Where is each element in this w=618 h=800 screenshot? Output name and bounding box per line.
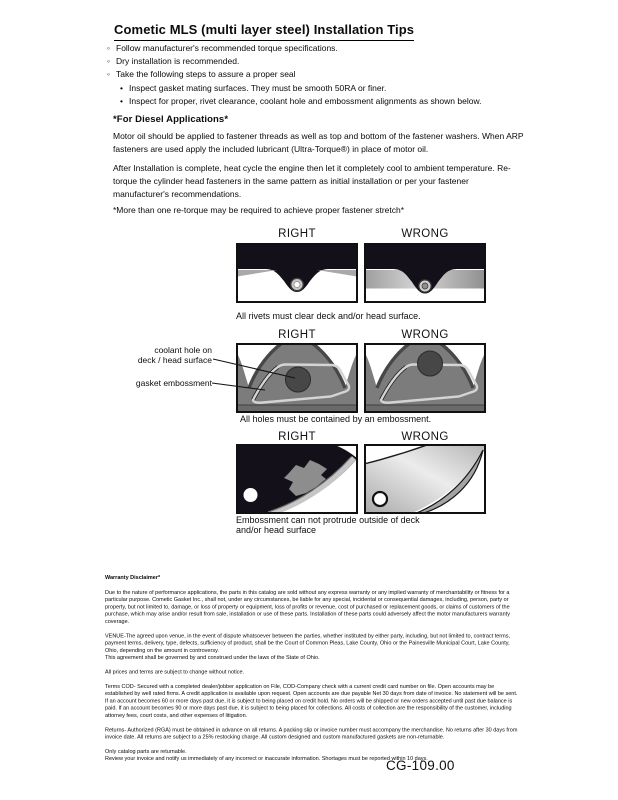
- bullet-text: Follow manufacturer's recommended torque specifications.: [116, 43, 338, 53]
- row1-caption: All rivets must clear deck and/or head surface.: [236, 311, 421, 321]
- row2-wrong-label: WRONG: [401, 329, 449, 341]
- coolant-hole: [418, 351, 443, 376]
- row3-wrong-panel-diagram: [364, 444, 486, 514]
- bullet-marker: •: [120, 82, 123, 93]
- legal-paragraph: Review your invoice and notify us immediately of any incorrect or inaccurate information. Shortages must be reported within 10 days.: [105, 755, 428, 762]
- row1-right-label: RIGHT: [278, 228, 316, 240]
- rivet-center: [294, 282, 300, 288]
- diesel-paragraph-2: After Installation is complete, heat cycle the engine then let it completely cool to ambient temperature. Re-torque the cylinder head fasteners in the same pattern as initial installation or per your fastener manufacturer's recommendations.: [113, 163, 511, 199]
- bullet-marker: ◦: [107, 43, 111, 53]
- bolt-hole: [373, 492, 387, 506]
- coolant-hole-annotation: [110, 346, 212, 365]
- bullet-text: Inspect gasket mating surfaces. They must be smooth 50RA or finer.: [129, 82, 387, 93]
- gasket-bottom-band: [237, 405, 357, 412]
- row1-right-panel-diagram: [236, 243, 358, 303]
- page-code: CG-109.00: [386, 758, 455, 773]
- bullet-item: [107, 42, 539, 55]
- diesel-paragraph-3: *More than one re-torque may be required to achieve proper fastener stretch*: [113, 205, 405, 215]
- page-title: Cometic MLS (multi layer steel) Installation Tips: [114, 22, 414, 41]
- legal-paragraph: Due to the nature of performance applications, the parts in this catalog are sold without any express warranty or any implied warranty of merchantability or fitness for a particular purpose. Cometic Gasket Inc., shall not, under any circumstances, be liable for any special, incidental or consequential damages, including, person, party or property, but not limited to, damage, or loss of property or equipment, loss of profits or revenue, cost of purchased or replacement goods, or claims of customers of the purchase, which may arise and/or result from sale, installation or use of these parts. Installation of these parts could adversely affect the motor manufacturers warranty coverage.: [105, 589, 510, 625]
- diesel-paragraph-1: Motor oil should be applied to fastener threads as well as top and bottom of the fastener washers. When ARP fasteners are used apply the included lubricant (Ultra-Torque®) in place of motor oil.: [113, 131, 524, 154]
- annotation-line: coolant hole on: [154, 345, 212, 355]
- legal-paragraph: VENUE-The agreed upon venue, in the event of dispute whatsoever between the parties, whether instituted by either party, including, but not limited to, contract terms, payment terms, delivery, type, defects, sufficiency of product, shall be the Court of Common Pleas, Lake County, Ohio or the Painesville Municipal Court, Lake County, Ohio, depending on the amount in controversy.: [105, 632, 510, 654]
- bullet-text: Take the following steps to assure a proper seal: [116, 69, 296, 80]
- row1-wrong-label: WRONG: [401, 228, 449, 240]
- legal-paragraph: This agreement shall be governed by and construed under the laws of the State of Ohio.: [105, 654, 320, 661]
- tips-bullet-list: [107, 42, 539, 108]
- gasket-bottom-band: [365, 405, 485, 412]
- legal-paragraph: Terms COD- Secured with a completed dealer/jobber application on File, COD-Company check with a current credit card number on file. Open accounts may be established by well rated firms. A credit application is available upon request. Open accounts are due payable Net 30 days from date of invoice. No statement will be sent. If an account becomes 60 or more days past due, it is subject to being placed on credit hold. No orders will be shipped or new orders accepted until past due balance is paid. If an account becomes 90 or more days past due, it is subject to being placed for collections. All costs of collection are the responsibility of the customer, including attorney fees, court costs, and other expenses of litigation.: [105, 683, 518, 719]
- bullet-text: Dry installation is recommended.: [116, 56, 240, 67]
- bullet-marker: ◦: [107, 56, 111, 67]
- gasket-embossment-annotation: gasket embossment: [135, 378, 212, 388]
- embossment-leader-line: [212, 383, 265, 390]
- warranty-heading: Warranty Disclaimer*: [105, 574, 161, 581]
- rivet-center: [422, 283, 428, 289]
- row2-wrong-panel-diagram: [364, 343, 486, 413]
- bullet-sub-item: [107, 82, 539, 95]
- annotation-leader-lines: [205, 352, 305, 397]
- row1-wrong-panel-diagram: [364, 243, 486, 303]
- legal-paragraph: Returns- Authorized (RGA) must be obtained in advance on all returns. A packing slip or invoice number must accompany the merchandise. No returns after 30 days from invoice date. All returns are subject to a 25% restocking charge. All custom designed and custom manufactured gaskets are non-returnable.: [105, 726, 518, 741]
- bullet-marker: ◦: [107, 69, 111, 80]
- bolt-hole: [244, 488, 258, 502]
- row3-caption: [236, 515, 476, 535]
- bullet-sub-item: [107, 95, 539, 108]
- annotation-line: deck / head surface: [137, 354, 212, 365]
- legal-paragraph: All prices and terms are subject to change without notice.: [105, 668, 245, 675]
- diesel-section-heading: *For Diesel Applications*: [113, 114, 229, 125]
- row2-right-label: RIGHT: [278, 329, 316, 341]
- coolant-hole-leader-line: [213, 359, 295, 378]
- caption-line: Embossment can not protrude outside of deck: [236, 515, 420, 525]
- row3-right-label: RIGHT: [278, 431, 316, 443]
- bullet-marker: •: [120, 95, 123, 106]
- bullet-item: [107, 55, 539, 68]
- row2-caption: All holes must be contained by an embossment.: [240, 414, 432, 424]
- row3-right-panel-diagram: [236, 444, 358, 514]
- caption-line: and/or head surface: [236, 525, 317, 535]
- bullet-text: Inspect for proper, rivet clearance, coolant hole and embossment alignments as shown below.: [129, 95, 482, 106]
- row3-wrong-label: WRONG: [401, 431, 449, 443]
- bullet-item: [107, 68, 539, 81]
- legal-paragraph: Only catalog parts are returnable.: [105, 748, 187, 755]
- warranty-legal-block: [105, 574, 519, 762]
